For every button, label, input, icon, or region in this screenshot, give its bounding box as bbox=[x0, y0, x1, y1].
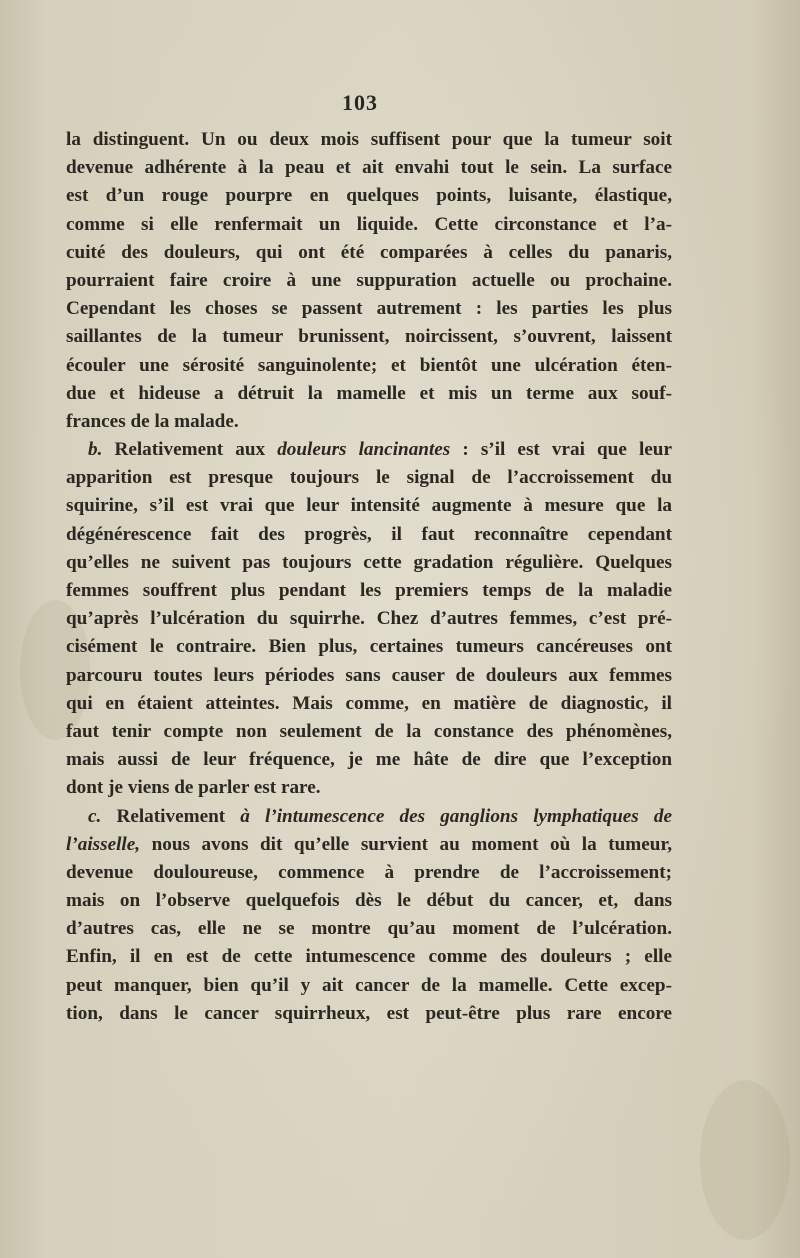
text-run: saillantes de la tumeur brunissent, noircissent, s’ouvrent, laissent bbox=[66, 326, 672, 348]
italic-text: à l’intumescence des ganglions lymphatiques de bbox=[240, 805, 672, 827]
text-run: cuité des douleurs, qui ont été comparées à celles du panaris, bbox=[66, 241, 672, 263]
text-run: parcouru toutes leurs périodes sans causer de douleurs aux femmes bbox=[66, 664, 672, 686]
text-line bbox=[66, 943, 672, 971]
text-line bbox=[66, 1000, 672, 1028]
text-line bbox=[66, 182, 672, 210]
text-line bbox=[66, 211, 672, 239]
text-line bbox=[66, 831, 672, 859]
text-line bbox=[66, 718, 672, 746]
text-line bbox=[66, 915, 672, 943]
italic-text: douleurs lancinantes bbox=[277, 439, 451, 461]
text-run: faut tenir compte non seulement de la constance des phénomènes, bbox=[66, 720, 672, 742]
text-line bbox=[66, 154, 672, 182]
text-run: mais on l’observe quelquefois dès le début du cancer, et, dans bbox=[66, 890, 672, 912]
text-run: comme si elle renfermait un liquide. Cette circonstance et l’a- bbox=[66, 213, 672, 235]
text-run: frances de la malade. bbox=[66, 410, 239, 432]
text-run: Cependant les choses se passent autrement : les parties les plus bbox=[66, 298, 672, 320]
text-run: d’autres cas, elle ne se montre qu’au moment de l’ulcération. bbox=[66, 918, 672, 940]
text-line bbox=[66, 859, 672, 887]
italic-text: l’aisselle, bbox=[66, 833, 141, 855]
italic-text: b. bbox=[88, 439, 103, 461]
text-line bbox=[66, 633, 672, 661]
text-run: la distinguent. Un ou deux mois suffisent pour que la tumeur soit bbox=[66, 129, 672, 150]
paper-stain bbox=[700, 1080, 790, 1240]
text-run: dégénérescence fait des progrès, il faut reconnaître cependant bbox=[66, 523, 672, 545]
text-run: qu’elles ne suivent pas toujours cette gradation régulière. Quelques bbox=[66, 551, 672, 573]
text-line bbox=[66, 464, 672, 492]
text-run: écouler une sérosité sanguinolente; et bientôt une ulcération éten- bbox=[66, 354, 672, 376]
text-run: qui en étaient atteintes. Mais comme, en matière de diagnostic, il bbox=[66, 692, 672, 714]
text-line bbox=[66, 295, 672, 323]
text-line bbox=[66, 577, 672, 605]
text-line bbox=[66, 352, 672, 380]
text-line bbox=[66, 408, 672, 436]
text-run: due et hideuse a détruit la mamelle et mis un terme aux souf- bbox=[66, 382, 672, 404]
text-line bbox=[66, 239, 672, 267]
text-line bbox=[66, 662, 672, 690]
text-run: est d’un rouge pourpre en quelques points, luisante, élastique, bbox=[66, 185, 672, 207]
text-run: squirine, s’il est vrai que leur intensité augmente à mesure que la bbox=[66, 495, 672, 517]
text-run: : s’il est vrai que leur bbox=[450, 439, 672, 461]
text-line bbox=[66, 436, 672, 464]
text-run: qu’après l’ulcération du squirrhe. Chez d’autres femmes, c’est pré- bbox=[66, 608, 672, 630]
text-run: tion, dans le cancer squirrheux, est peut-être plus rare encore bbox=[66, 1002, 672, 1024]
text-line bbox=[66, 774, 672, 802]
text-line bbox=[66, 605, 672, 633]
text-line bbox=[66, 267, 672, 295]
text-run: pourraient faire croire à une suppuration actuelle ou prochaine. bbox=[66, 269, 672, 291]
text-run: devenue douloureuse, commence à prendre de l’accroissement; bbox=[66, 861, 672, 883]
page-number: 103 bbox=[342, 90, 378, 115]
text-run: peut manquer, bien qu’il y ait cancer de la mamelle. Cette excep- bbox=[66, 974, 672, 996]
text-run: cisément le contraire. Bien plus, certaines tumeurs cancéreuses ont bbox=[66, 636, 672, 658]
text-run: dont je viens de parler est rare. bbox=[66, 777, 321, 799]
text-line bbox=[66, 746, 672, 774]
text-line bbox=[66, 323, 672, 351]
text-run: Enfin, il en est de cette intumescence comme des douleurs ; elle bbox=[66, 946, 672, 968]
text-line bbox=[66, 690, 672, 718]
text-line bbox=[66, 549, 672, 577]
text-run: mais aussi de leur fréquence, je me hâte de dire que l’exception bbox=[66, 749, 672, 771]
body-text bbox=[66, 126, 672, 1028]
text-run: apparition est presque toujours le signal de l’accroissement du bbox=[66, 467, 672, 489]
text-line bbox=[66, 803, 672, 831]
text-run: Relativement bbox=[101, 805, 241, 827]
text-line bbox=[66, 492, 672, 520]
text-run: femmes souffrent plus pendant les premiers temps de la maladie bbox=[66, 580, 672, 601]
text-run: nous avons dit qu’elle survient au moment où la tumeur, bbox=[140, 833, 672, 855]
text-run: devenue adhérente à la peau et ait envahi tout le sein. La surface bbox=[66, 157, 672, 179]
text-line bbox=[66, 972, 672, 1000]
text-line bbox=[66, 521, 672, 549]
text-line bbox=[66, 380, 672, 408]
text-line bbox=[66, 887, 672, 915]
text-run: Relativement aux bbox=[102, 439, 278, 461]
text-line bbox=[66, 126, 672, 154]
italic-text: c. bbox=[88, 805, 102, 827]
